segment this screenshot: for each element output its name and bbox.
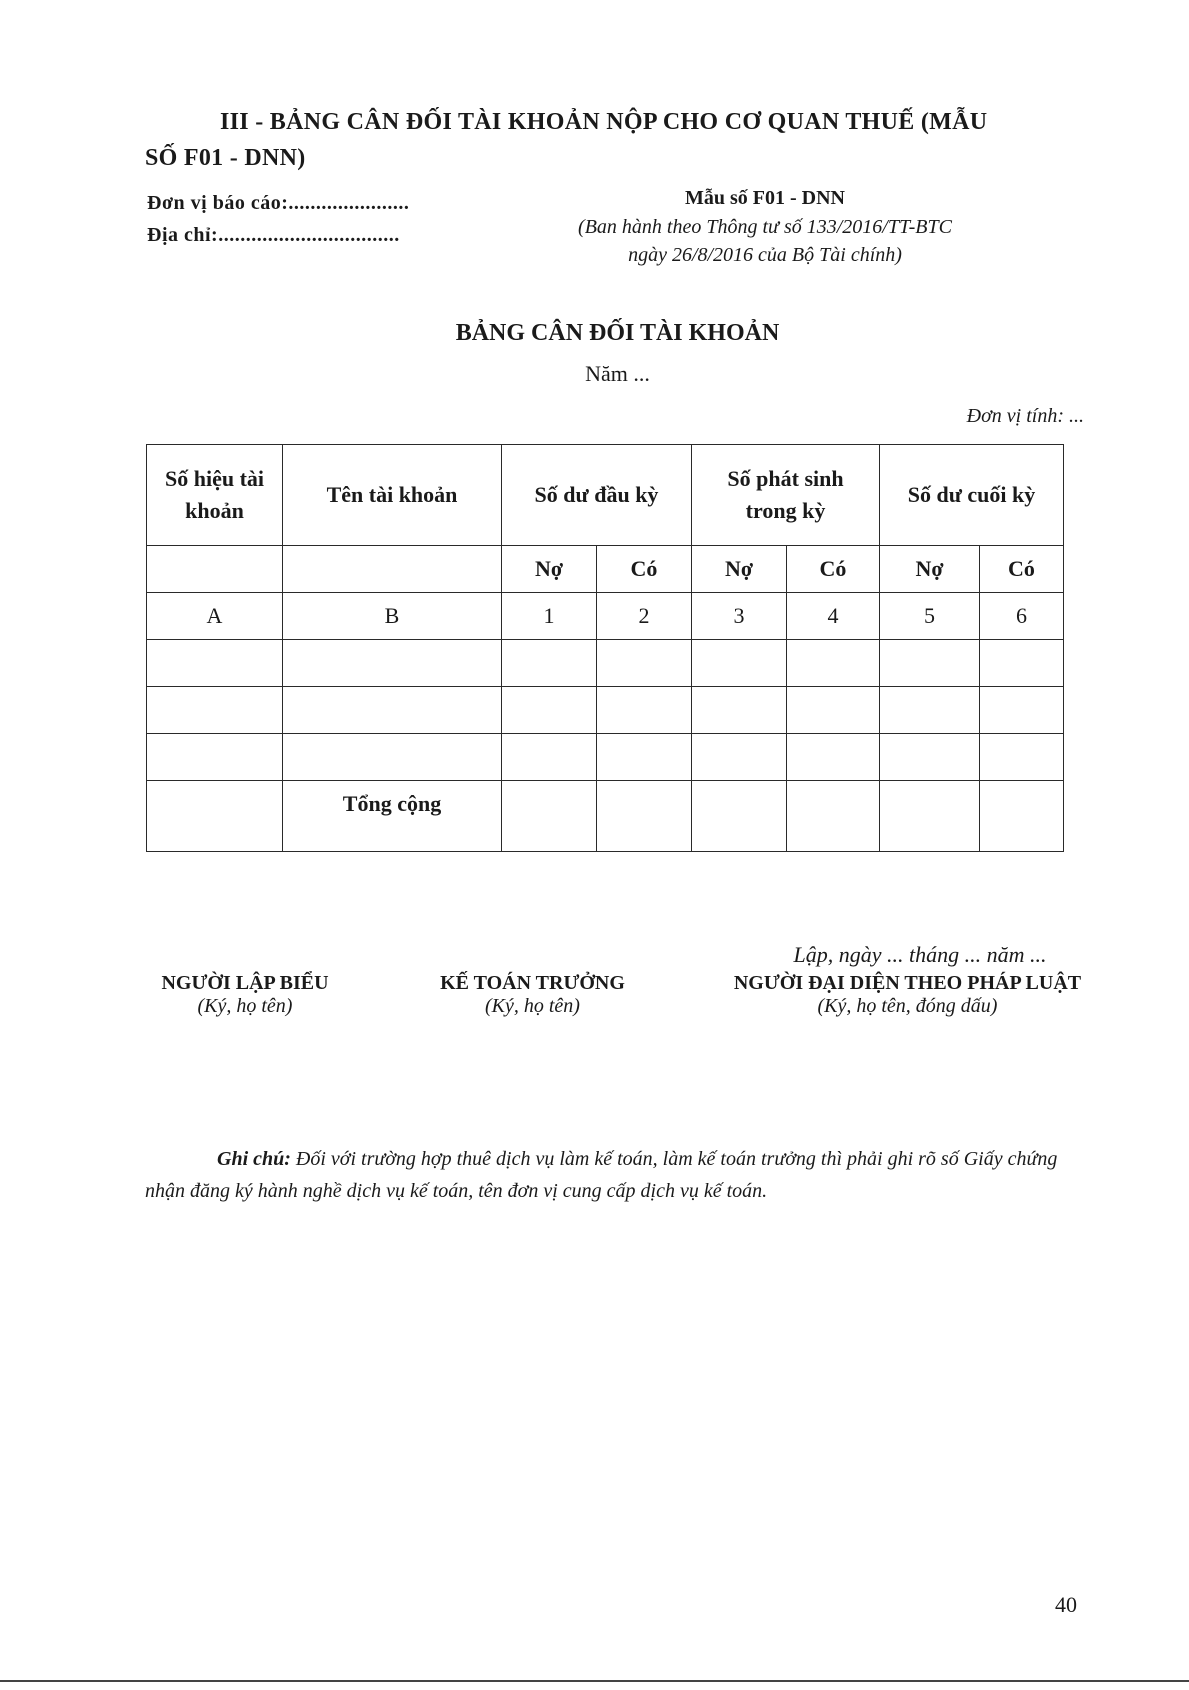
section-title-line1: III - BẢNG CÂN ĐỐI TÀI KHOẢN NỘP CHO CƠ QUAN THUẾ (MẪU	[220, 109, 988, 135]
preparer-role: NGƯỜI LẬP BIỂU	[161, 972, 329, 994]
note-text: Đối với trường hợp thuê dịch vụ làm kế toán, làm kế toán trưởng thì phải ghi rõ số Giấy chứng nhận đăng ký hành nghề dịch vụ kế toán, tên đơn vị cung cấp dịch vụ kế toán.	[145, 1148, 1058, 1202]
movement-credit: Có	[787, 546, 880, 593]
opening-credit: Có	[597, 546, 692, 593]
index-row	[147, 593, 1064, 640]
col-account-name: Tên tài khoản	[283, 445, 502, 546]
form-code: Mẫu số F01 - DNN	[685, 187, 845, 209]
table-row	[147, 687, 1064, 734]
index-cell: 6	[980, 593, 1064, 640]
index-cell: 1	[502, 593, 597, 640]
date-line: Lập, ngày ... tháng ... năm ...	[793, 942, 1047, 967]
section-title	[145, 104, 1095, 176]
col-closing-balance: Số dư cuối kỳ	[880, 445, 1064, 546]
total-label: Tổng cộng	[283, 781, 502, 852]
col-account-code: Số hiệu tài khoản	[147, 445, 283, 546]
table-row	[147, 734, 1064, 781]
opening-debit: Nợ	[502, 546, 597, 593]
table-row	[147, 640, 1064, 687]
preparer-signature	[130, 972, 360, 1018]
trial-balance-table	[146, 444, 1064, 852]
index-cell: 5	[880, 593, 980, 640]
form-code-block	[540, 187, 990, 210]
chief-accountant-hint: (Ký, họ tên)	[485, 995, 580, 1017]
bottom-rule	[0, 1680, 1189, 1682]
note-label: Ghi chú:	[217, 1148, 291, 1170]
note	[145, 1143, 1090, 1207]
index-cell: 3	[692, 593, 787, 640]
document-title: BẢNG CÂN ĐỐI TÀI KHOẢN	[455, 320, 780, 346]
legal-rep-hint: (Ký, họ tên, đóng dấu)	[817, 995, 998, 1017]
form-basis-line1: (Ban hành theo Thông tư số 133/2016/TT-BTC	[578, 216, 952, 238]
subheader-row	[147, 546, 1064, 593]
closing-debit: Nợ	[880, 546, 980, 593]
index-cell: 2	[597, 593, 692, 640]
chief-accountant-role: KẾ TOÁN TRƯỞNG	[440, 972, 625, 994]
legal-rep-role: NGƯỜI ĐẠI DIỆN THEO PHÁP LUẬT	[733, 972, 1082, 994]
chief-accountant-signature	[415, 972, 650, 1018]
closing-credit: Có	[980, 546, 1064, 593]
header-row	[147, 445, 1064, 546]
preparer-hint: (Ký, họ tên)	[197, 995, 293, 1017]
total-row	[147, 781, 1064, 852]
document-year: Năm ...	[585, 361, 650, 386]
movement-debit: Nợ	[692, 546, 787, 593]
legal-rep-signature	[690, 972, 1125, 1018]
index-cell: 4	[787, 593, 880, 640]
currency-unit: Đơn vị tính: ...	[966, 405, 1084, 427]
col-opening-balance: Số dư đầu kỳ	[502, 445, 692, 546]
page-number: 40	[1055, 1592, 1077, 1617]
subheader-blank	[147, 546, 283, 593]
address-label: Địa chỉ:.................................	[147, 224, 400, 246]
index-cell: A	[147, 593, 283, 640]
section-title-line2: SỐ F01 - DNN)	[145, 145, 306, 171]
subheader-blank	[283, 546, 502, 593]
form-basis-line2: ngày 26/8/2016 của Bộ Tài chính)	[628, 244, 902, 266]
index-cell: B	[283, 593, 502, 640]
col-period-movement: Số phát sinh trong kỳ	[692, 445, 880, 546]
reporting-unit-label: Đơn vị báo cáo:......................	[147, 192, 410, 214]
